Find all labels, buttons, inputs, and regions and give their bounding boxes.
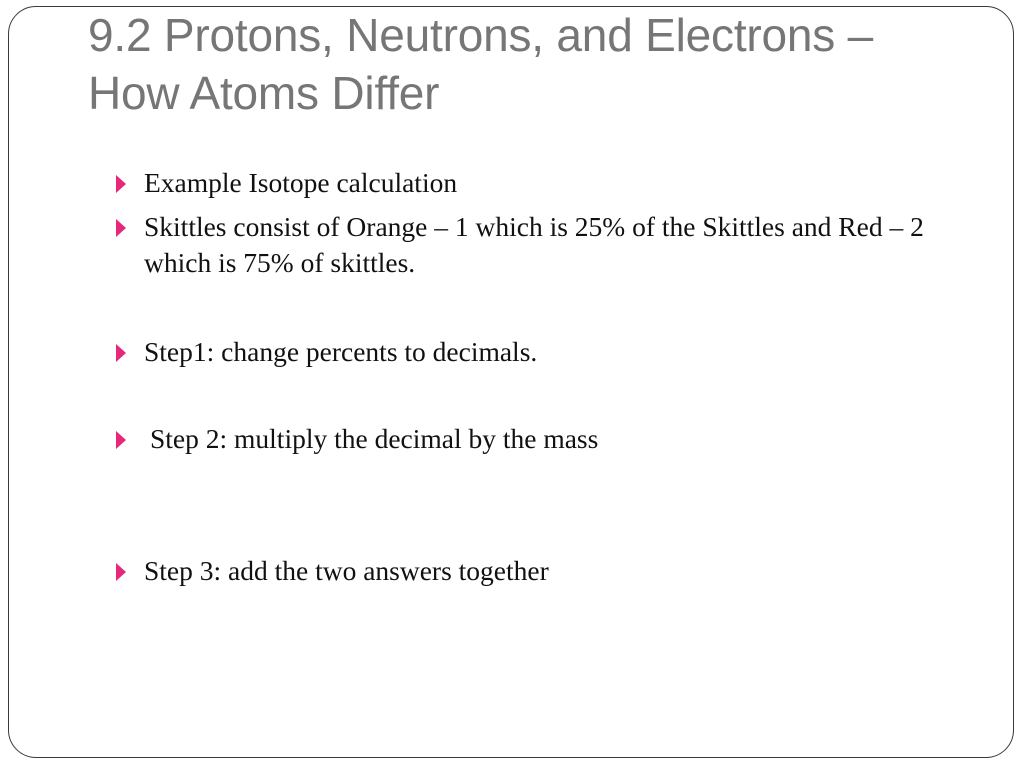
bullet-text: Example Isotope calculation [144,167,458,198]
slide-title: 9.2 Protons, Neutrons, and Electrons – How Atoms Differ [88,9,874,119]
bullet-text: Step 3: add the two answers together [144,555,549,586]
bullet-item [110,334,930,370]
bullet-arrow-icon [116,563,126,581]
bullet-text: Step 2: multiply the decimal by the mass [150,423,599,454]
bullet-arrow-icon [116,431,126,449]
bullet-arrow-icon [116,344,126,362]
bullet-item [110,553,930,589]
bullet-arrow-icon [116,219,126,237]
bullet-arrow-icon [116,175,126,193]
bullet-text: Step1: change percents to decimals. [144,336,538,367]
bullet-item [110,165,930,201]
bullet-item [110,209,930,281]
bullet-item [110,421,930,457]
bullet-text: Skittles consist of Orange – 1 which is 25% of the Skittles and Red – 2 which is 75% of skittles. [144,211,924,278]
